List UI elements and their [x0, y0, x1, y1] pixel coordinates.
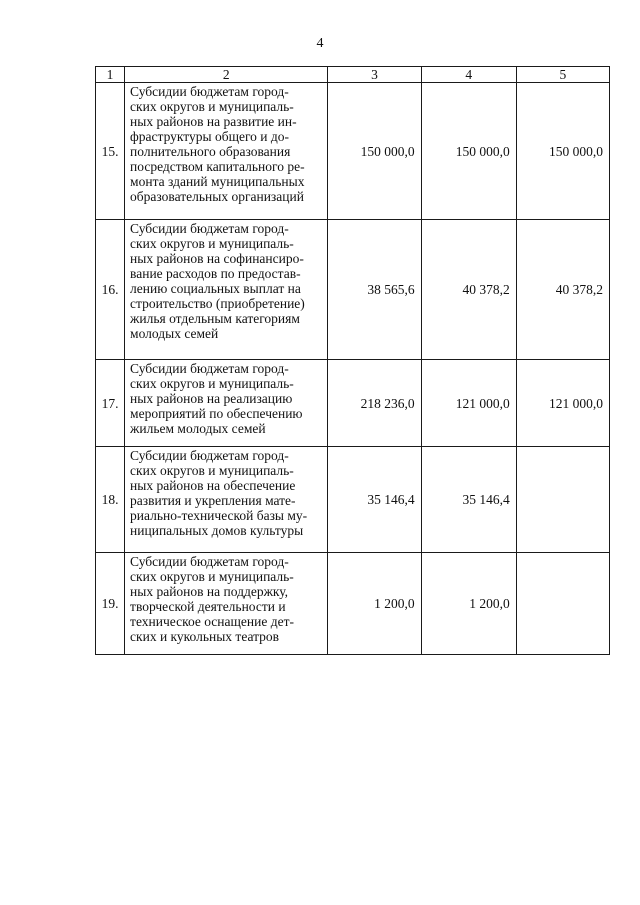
value-column-5: 121 000,0 — [516, 360, 609, 447]
row-description — [125, 553, 328, 655]
description-line: ных районов на реализацию — [130, 391, 293, 406]
table-row — [96, 83, 610, 220]
value-column-3: 1 200,0 — [328, 553, 421, 655]
description-line: ских и кукольных театров — [130, 629, 280, 644]
value-column-4: 121 000,0 — [421, 360, 516, 447]
description-line: образовательных организаций — [130, 189, 304, 204]
description-line: Субсидии бюджетам город- — [130, 84, 289, 99]
description-line: полнительного образования — [130, 144, 291, 159]
row-description — [125, 447, 328, 553]
description-line: Субсидии бюджетам город- — [130, 361, 289, 376]
description-line: мероприятий по обеспечению — [130, 406, 303, 421]
description-line: ских округов и муниципаль- — [130, 569, 294, 584]
value-column-5: 40 378,2 — [516, 220, 609, 360]
column-header: 2 — [125, 67, 328, 83]
column-header: 5 — [516, 67, 609, 83]
value-column-3: 218 236,0 — [328, 360, 421, 447]
value-column-3: 150 000,0 — [328, 83, 421, 220]
value-column-5 — [516, 447, 609, 553]
row-number: 19. — [96, 553, 125, 655]
page-number: 4 — [316, 36, 324, 51]
column-header: 3 — [328, 67, 421, 83]
table-body — [96, 83, 610, 655]
row-number: 16. — [96, 220, 125, 360]
value-column-5 — [516, 553, 609, 655]
value-column-4: 35 146,4 — [421, 447, 516, 553]
description-line: ских округов и муниципаль- — [130, 236, 294, 251]
description-line: посредством капитального ре- — [130, 159, 305, 174]
description-line: ных районов на развитие ин- — [130, 114, 297, 129]
table-row — [96, 220, 610, 360]
row-number: 15. — [96, 83, 125, 220]
description-line: ских округов и муниципаль- — [130, 376, 294, 391]
column-header: 4 — [421, 67, 516, 83]
row-description — [125, 220, 328, 360]
description-line: ских округов и муниципаль- — [130, 99, 294, 114]
description-line: молодых семей — [130, 326, 219, 341]
description-line: ных районов на софинансиро- — [130, 251, 304, 266]
description-line: вание расходов по предостав- — [130, 266, 301, 281]
value-column-3: 35 146,4 — [328, 447, 421, 553]
description-line: развития и укрепления мате- — [130, 493, 296, 508]
description-line: строительство (приобретение) — [130, 296, 305, 311]
description-line: творческой деятельности и — [130, 599, 286, 614]
description-line: ных районов на обеспечение — [130, 478, 296, 493]
description-line: риально-технической базы му- — [130, 508, 308, 523]
value-column-5: 150 000,0 — [516, 83, 609, 220]
value-column-4: 40 378,2 — [421, 220, 516, 360]
table-row — [96, 360, 610, 447]
description-line: жилья отдельным категориям — [130, 311, 300, 326]
row-description — [125, 360, 328, 447]
value-column-4: 1 200,0 — [421, 553, 516, 655]
column-header: 1 — [96, 67, 125, 83]
description-line: монта зданий муниципальных — [130, 174, 305, 189]
description-line: фраструктуры общего и до- — [130, 129, 290, 144]
table-row — [96, 553, 610, 655]
description-line: Субсидии бюджетам город- — [130, 554, 289, 569]
budget-table — [95, 66, 610, 655]
description-line: Субсидии бюджетам город- — [130, 448, 289, 463]
value-column-3: 38 565,6 — [328, 220, 421, 360]
row-description — [125, 83, 328, 220]
value-column-4: 150 000,0 — [421, 83, 516, 220]
description-line: жильем молодых семей — [130, 421, 266, 436]
description-line: техническое оснащение дет- — [130, 614, 294, 629]
description-line: Субсидии бюджетам город- — [130, 221, 289, 236]
table-row — [96, 447, 610, 553]
description-line: ских округов и муниципаль- — [130, 463, 294, 478]
row-number: 18. — [96, 447, 125, 553]
row-number: 17. — [96, 360, 125, 447]
table-header-row — [96, 67, 610, 83]
description-line: лению социальных выплат на — [130, 281, 301, 296]
description-line: ниципальных домов культуры — [130, 523, 304, 538]
description-line: ных районов на поддержку, — [130, 584, 289, 599]
